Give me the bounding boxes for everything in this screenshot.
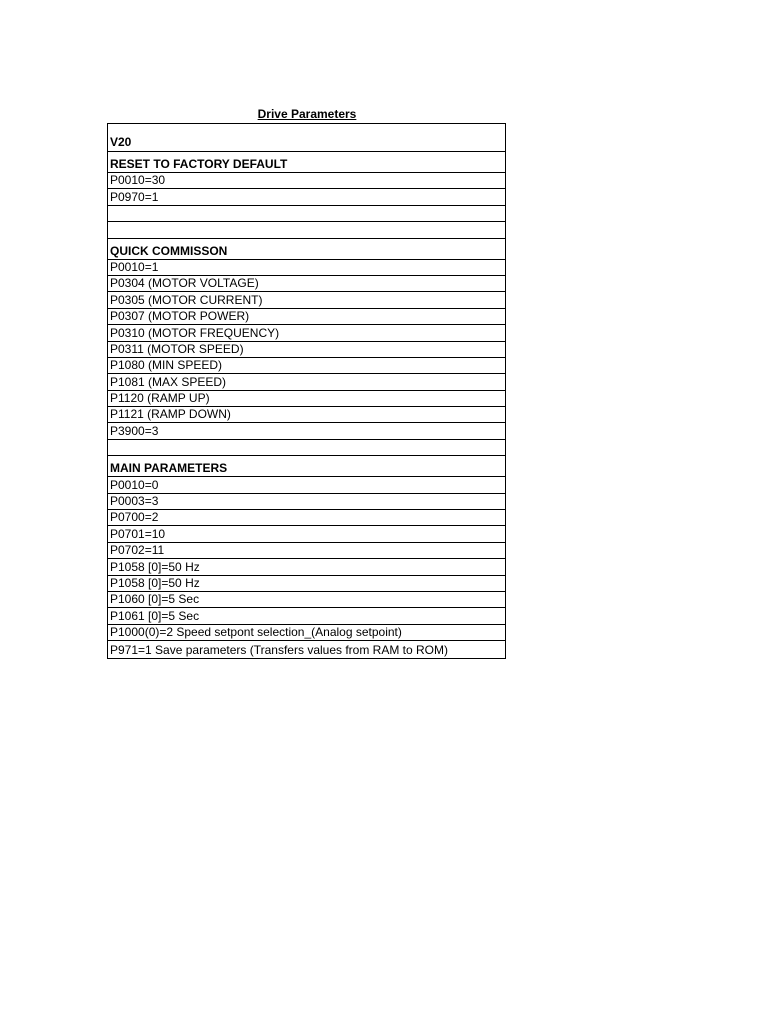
table-row: P0702=11 — [108, 543, 505, 559]
model-header-row: V20 — [108, 124, 505, 152]
table-row: P0307 (MOTOR POWER) — [108, 309, 505, 325]
table-row: P0310 (MOTOR FREQUENCY) — [108, 325, 505, 341]
table-row: P0003=3 — [108, 494, 505, 510]
table-row: P1058 [0]=50 Hz — [108, 576, 505, 592]
table-row: P0970=1 — [108, 189, 505, 205]
table-row: P1080 (MIN SPEED) — [108, 358, 505, 374]
section-header-row: RESET TO FACTORY DEFAULT — [108, 152, 505, 173]
blank-row — [108, 206, 505, 222]
table-row: P0311 (MOTOR SPEED) — [108, 342, 505, 358]
table-row: P1121 (RAMP DOWN) — [108, 407, 505, 423]
table-row: P971=1 Save parameters (Transfers values from RAM to ROM) — [110, 642, 449, 657]
table-row: P0700=2 — [108, 510, 505, 526]
table-row: P0010=0 — [108, 477, 505, 493]
blank-row — [108, 440, 505, 456]
table-row: P0304 (MOTOR VOLTAGE) — [108, 276, 505, 292]
table-row: P1061 [0]=5 Sec — [108, 608, 505, 624]
table-row: P0305 (MOTOR CURRENT) — [108, 292, 505, 308]
parameter-table — [107, 123, 506, 659]
table-row: P0010=1 — [108, 260, 505, 276]
blank-row — [108, 222, 505, 238]
table-row: P0701=10 — [108, 526, 505, 542]
table-row: P1081 (MAX SPEED) — [108, 374, 505, 390]
table-row: P1120 (RAMP UP) — [108, 391, 505, 407]
table-row: P3900=3 — [108, 423, 505, 439]
document-title: Drive Parameters — [257, 107, 357, 121]
table-row: P0010=30 — [108, 173, 505, 189]
table-row: P1000(0)=2 Speed setpont selection_(Analog setpoint) — [108, 625, 505, 641]
table-row: P1058 [0]=50 Hz — [108, 559, 505, 575]
table-row: P1060 [0]=5 Sec — [108, 592, 505, 608]
section-header-row: MAIN PARAMETERS — [108, 456, 505, 477]
section-header-row: QUICK COMMISSON — [108, 239, 505, 260]
